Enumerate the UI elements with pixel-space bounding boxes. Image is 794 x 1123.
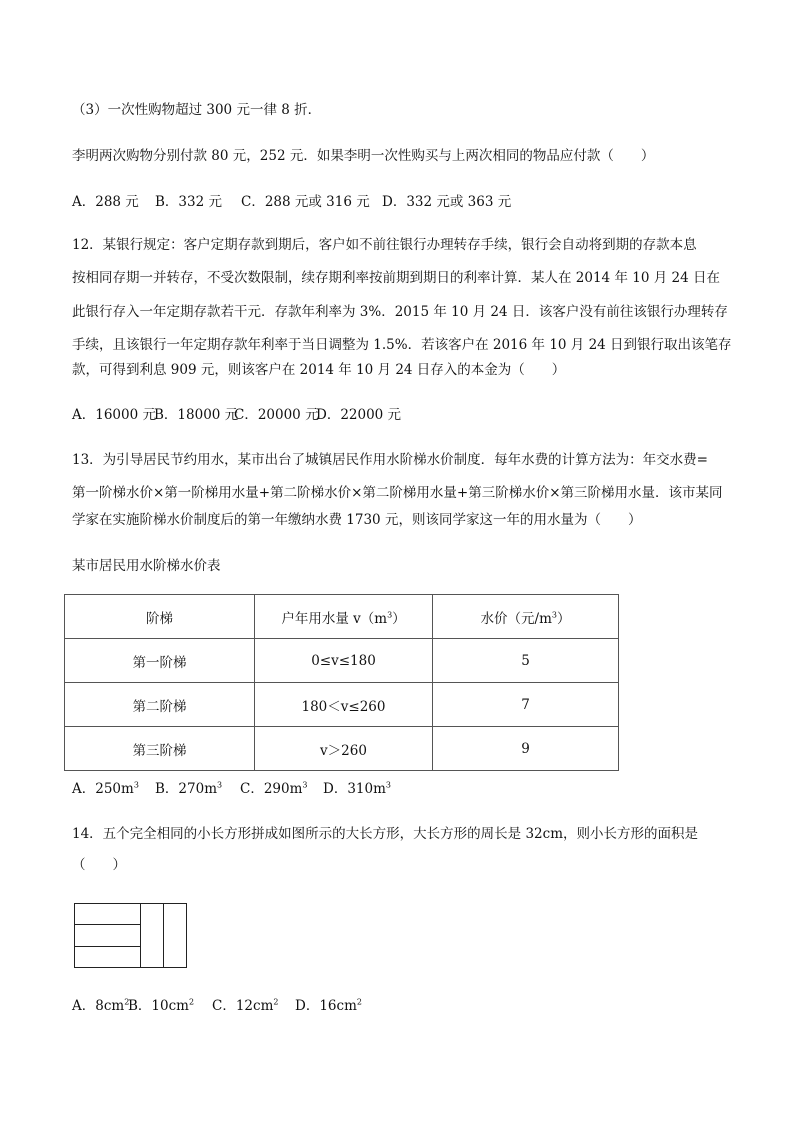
q13-option-b: B．$270m^3$ xyxy=(155,780,223,797)
q11-option-a: A．288 元 xyxy=(72,194,139,210)
big-rectangle xyxy=(75,904,187,968)
cell-price: 7 xyxy=(433,683,619,727)
q11-option-d: D．332 元或 363 元 xyxy=(382,194,512,210)
cell-price: 9 xyxy=(433,727,619,771)
table-row xyxy=(65,727,619,771)
q11-rule-3: （3）一次性购物超过 300 元一律 8 折． xyxy=(72,102,322,118)
q13-option-c: C．$290m^3$ xyxy=(240,780,308,797)
q14-option-c: C．$12cm^2$ xyxy=(212,997,279,1014)
table-row xyxy=(65,639,619,683)
rectangle-figure xyxy=(74,903,188,971)
q13-line-3: 学家在实施阶梯水价制度后的第一年缴纳水费 1730 元，则该同学家这一年的用水量为（ ） xyxy=(72,512,642,528)
table-header-row xyxy=(65,595,619,639)
q12-line-1: 12．某银行规定：客户定期存款到期后，客户如不前往银行办理转存手续，银行会自动将到期的存款本息 xyxy=(72,237,697,253)
water-price-table xyxy=(64,594,619,771)
q12-line-4: 手续，且该银行一年定期存款年利率于当日调整为 1.5%．若该客户在 2016 年 10 月 24 日到银行取出该笔存 xyxy=(72,337,732,353)
q14-options xyxy=(72,996,362,1016)
cell-usage: 180＜v≤260 xyxy=(255,683,433,727)
q13-options xyxy=(72,779,391,799)
q12-option-d: D．22000 元 xyxy=(316,407,402,423)
q12-options xyxy=(72,405,401,425)
q14-option-a: A．$8cm^2$ xyxy=(72,997,130,1014)
q12-line-5: 款，可得到利息 909 元，则该客户在 2014 年 10 月 24 日存入的本金为（ ） xyxy=(72,362,566,378)
q13-table-title: 某市居民用水阶梯水价表 xyxy=(72,558,221,574)
q13-line-1: 13．为引导居民节约用水，某市出台了城镇居民作用水阶梯水价制度．每年水费的计算方法为：年交水费= xyxy=(72,452,708,468)
q12-option-a: A．16000 元 xyxy=(72,407,156,423)
header-usage: 户年用水量 $v(m^3)$ xyxy=(255,595,433,639)
q14-option-b: B．$10cm^2$ xyxy=(128,997,195,1014)
cell-tier: 第一阶梯 xyxy=(65,639,255,683)
q11-option-b: B．332 元 xyxy=(155,194,222,210)
q12-line-3: 此银行存入一年定期存款若干元．存款年利率为 3%．2015 年 10 月 24 日．该客户没有前往该银行办理转存 xyxy=(72,304,728,320)
q14-line-2: （ ） xyxy=(72,857,126,873)
q13-option-a: A．$250m^3$ xyxy=(72,780,139,797)
q14-option-d: D．$16cm^2$ xyxy=(295,997,362,1014)
header-price: 水价（元$/m^3$） xyxy=(433,595,619,639)
q11-stem: 李明两次购物分别付款 80 元，252 元．如果李明一次性购买与上两次相同的物品应付款（ ） xyxy=(72,148,655,164)
q12-option-b: B．18000 元 xyxy=(154,407,239,423)
cell-usage: 0≤v≤180 xyxy=(255,639,433,683)
cell-price: 5 xyxy=(433,639,619,683)
cell-usage: v＞260 xyxy=(255,727,433,771)
q13-option-d: D．$310m^3$ xyxy=(323,780,391,797)
cell-tier: 第三阶梯 xyxy=(65,727,255,771)
header-tier: 阶梯 xyxy=(65,595,255,639)
table-row xyxy=(65,683,619,727)
q13-line-2: 第一阶梯水价×第一阶梯用水量+第二阶梯水价×第二阶梯用水量+第三阶梯水价×第三阶梯用水量．该市某同 xyxy=(72,485,723,501)
q12-option-c: C．20000 元 xyxy=(234,407,319,423)
q11-option-c: C．288 元或 316 元 xyxy=(241,194,370,210)
q12-line-2: 按相同存期一并转存，不受次数限制，续存期利率按前期到期日的利率计算．某人在 2014 年 10 月 24 日在 xyxy=(72,270,720,286)
cell-tier: 第二阶梯 xyxy=(65,683,255,727)
q11-options xyxy=(72,192,511,212)
q14-line-1: 14．五个完全相同的小长方形拼成如图所示的大长方形，大长方形的周长是 32cm，则小长方形的面积是 xyxy=(72,826,699,842)
